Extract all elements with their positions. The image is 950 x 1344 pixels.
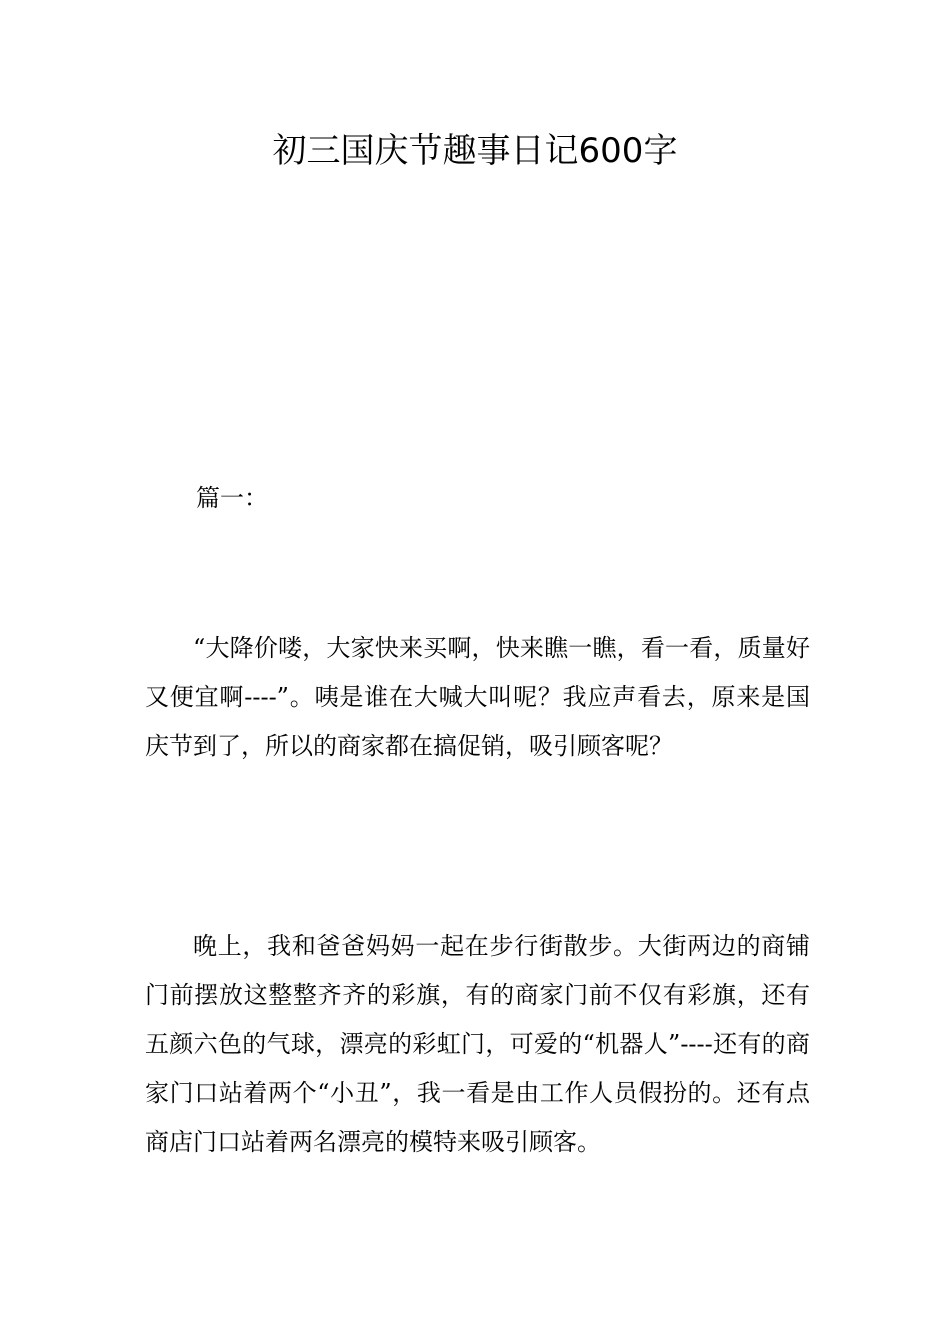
paragraph-2: 晚上，我和爸爸妈妈一起在步行街散步。大街两边的商铺门前摆放这整整齐齐的彩旗，有的商家门前不仅有彩旗，还有五颜六色的气球，漂亮的彩虹门，可爱的“机器人”----还有的商家门口站着两个“小丑”，我一看是由工作人员假扮的。还有点商店门口站着两名漂亮的模特来吸引顾客。 [145, 932, 810, 1156]
section-label: 篇一： [196, 484, 268, 512]
paragraph-1: “大降价喽，大家快来买啊，快来瞧一瞧，看一看，质量好又便宜啊----”。咦是谁在大喊大叫呢？我应声看去，原来是国庆节到了，所以的商家都在搞促销，吸引顾客呢？ [145, 634, 810, 760]
page-title: 初三国庆节趣事日记600字 [272, 131, 678, 171]
